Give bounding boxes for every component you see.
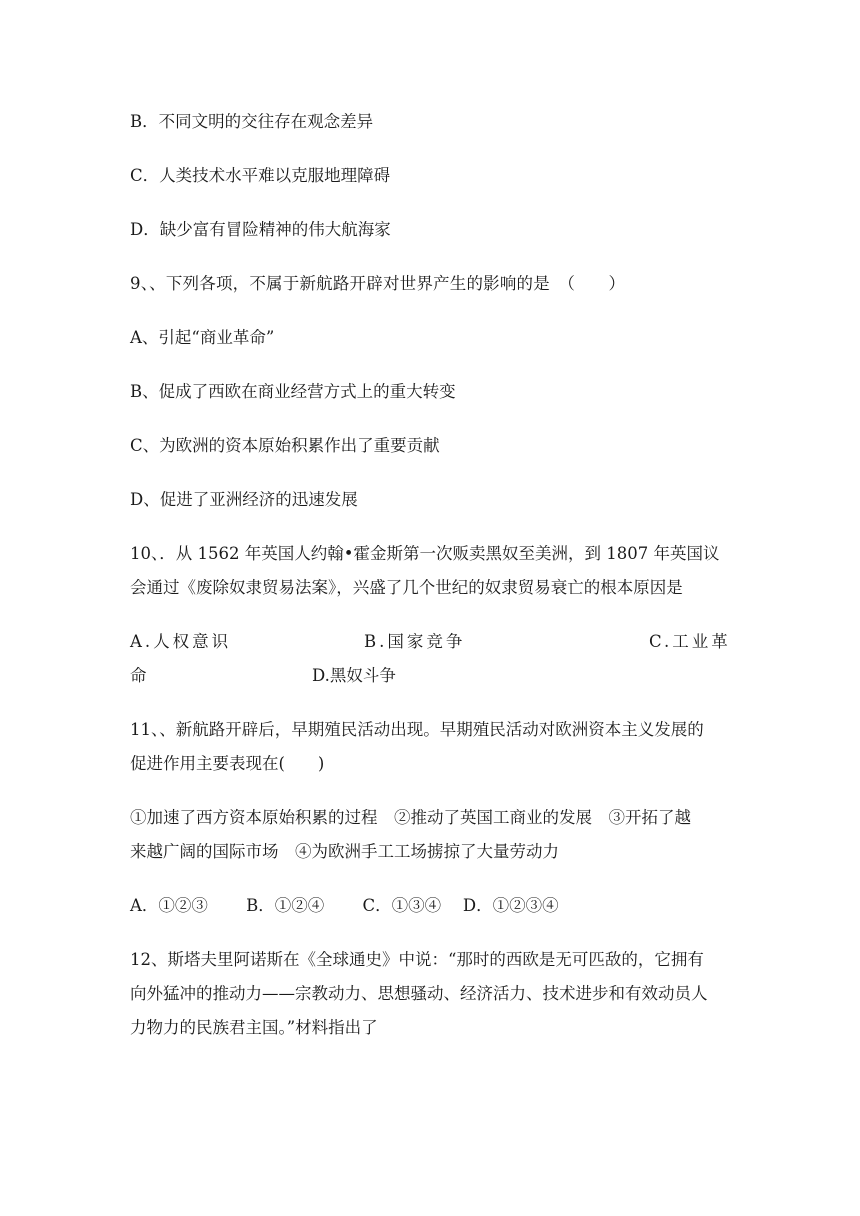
q11-items-line-1: ①加速了西方资本原始积累的过程 ②推动了英国工商业的发展 ③开拓了越 — [130, 808, 691, 827]
q11-stem-line-2: 促进作用主要表现在( ) — [130, 754, 325, 773]
q10-stem-line-2: 会通过《废除奴隶贸易法案》，兴盛了几个世纪的奴隶贸易衰亡的根本原因是 — [130, 578, 683, 597]
q11-stem-line-1: 11、、新航路开辟后，早期殖民活动出现。早期殖民活动对欧洲资本主义发展的 — [130, 720, 704, 739]
q9-option-a: A、引起“商业革命” — [130, 328, 275, 347]
q12-stem-line-1: 12、斯塔夫里阿诺斯在《全球通史》中说：“那时的西欧是无可匹敌的，它拥有 — [130, 950, 704, 969]
q10-option-d: D.黑奴斗争 — [312, 666, 396, 685]
q9-option-c: C、为欧洲的资本原始积累作出了重要贡献 — [130, 436, 440, 455]
q10-option-a: A.人权意识 — [130, 632, 232, 651]
q10-stem-line-1: 10、．从 1562 年英国人约翰•霍金斯第一次贩卖黑奴至美洲，到 1807 年英国议 — [130, 544, 720, 563]
q8-option-d: D．缺少富有冒险精神的伟大航海家 — [130, 220, 391, 239]
q11-options: A．①②③ B．①②④ C．①③④ D．①②③④ — [130, 896, 559, 915]
q9-option-b: B、促成了西欧在商业经营方式上的重大转变 — [130, 382, 456, 401]
q9-option-d: D、促进了亚洲经济的迅速发展 — [130, 490, 358, 509]
q9-stem: 9、、下列各项，不属于新航路开辟对世界产生的影响的是 （ ） — [130, 274, 626, 293]
q12-stem-line-2: 向外猛冲的推动力——宗教动力、思想骚动、经济活力、技术进步和有效动员人 — [130, 984, 708, 1003]
q8-option-b: B．不同文明的交往存在观念差异 — [130, 112, 374, 131]
q12-stem-line-3: 力物力的民族君主国。”材料指出了 — [130, 1018, 378, 1037]
q10-option-b: B.国家竞争 — [364, 632, 466, 651]
q11-items-line-2: 来越广阔的国际市场 ④为欧洲手工工场掳掠了大量劳动力 — [130, 842, 559, 861]
q10-option-c-continued: 命 — [130, 666, 147, 685]
q10-option-c: C.工业革 — [649, 632, 731, 651]
q8-option-c: C．人类技术水平难以克服地理障碍 — [130, 166, 391, 185]
